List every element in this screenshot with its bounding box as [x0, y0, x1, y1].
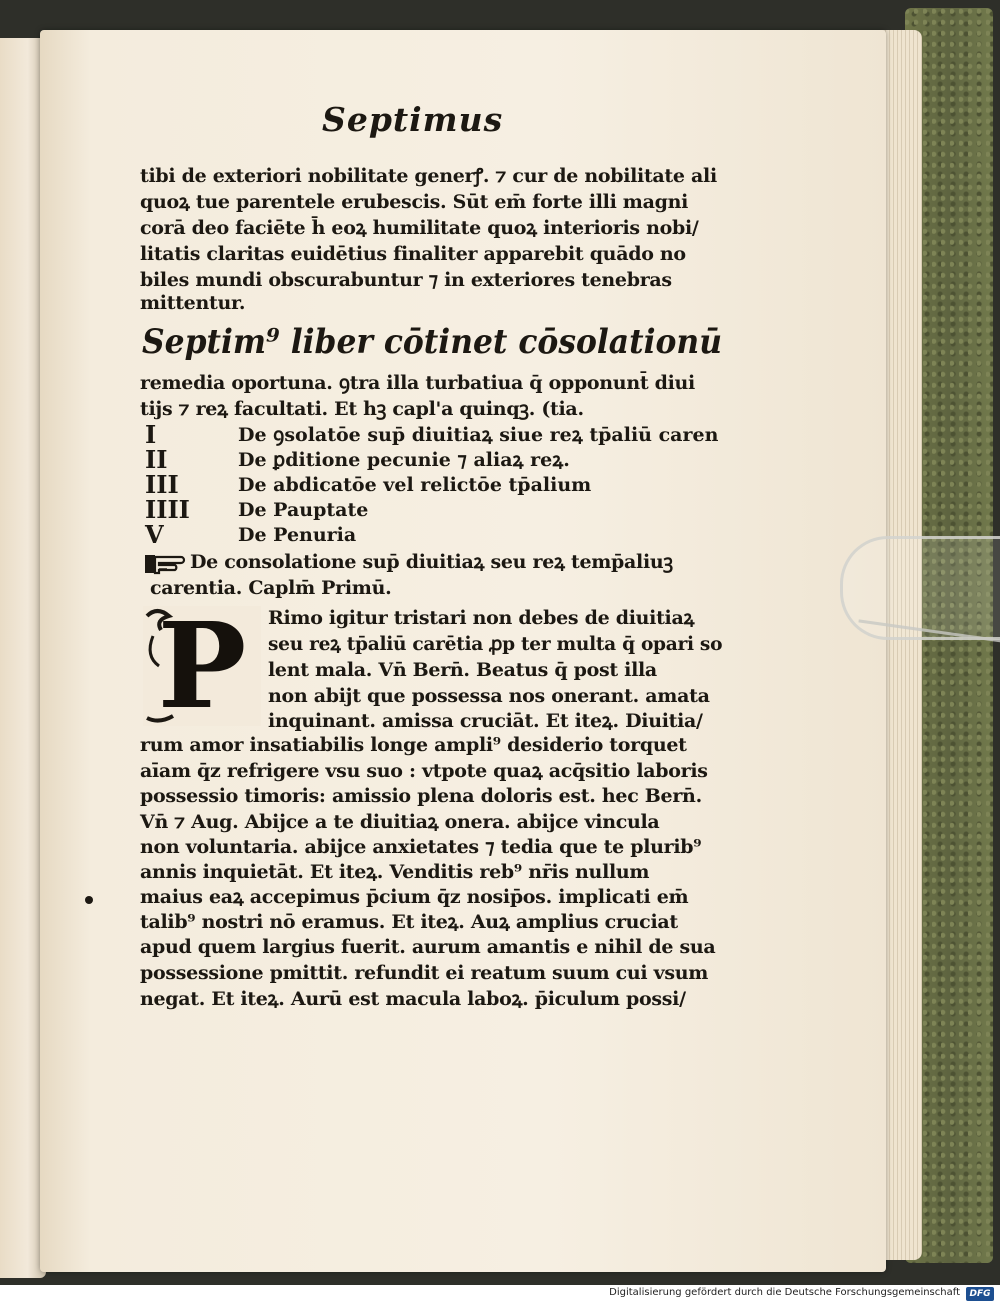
text-line: tijs ⁊ reꝝ facultati. Et hꝫ capl'a quinqꝫ. (tia. — [140, 398, 584, 420]
chapter-numeral: IIII — [145, 495, 190, 524]
text-line: biles mundi obscurabuntur ⁊ in exteriores tenebras — [140, 269, 672, 291]
text-line: non abijt que possessa nos onerant. amata — [268, 685, 710, 707]
chapter-title: De Pauptate — [238, 499, 369, 521]
text-line: seu reꝝ tp̄aliū carētia ꝓp ter multa q̄ opari so — [268, 633, 723, 655]
text-line: talib⁹ nostri nō eramus. Et iteꝝ. Auꝝ amplius cruciat — [140, 911, 678, 933]
text-line: inquinant. amissa cruciāt. Et iteꝝ. Diuitia/ — [268, 710, 703, 732]
decorated-initial — [143, 596, 261, 735]
chapter-numeral: III — [145, 470, 179, 499]
funding-notice: Digitalisierung gefördert durch die Deutsche Forschungsgemeinschaft — [609, 1287, 960, 1298]
text-line: annis inquietāt. Et iteꝝ. Venditis reb⁹ nr̄is nullum — [140, 861, 650, 883]
text-line: negat. Et iteꝝ. Aurū est macula laboꝝ. p̄iculum possi/ — [140, 988, 686, 1010]
chapter-title: De Penuria — [238, 524, 357, 546]
text-line: non voluntaria. abijce anxietates ⁊ tedia que te plurib⁹ — [140, 836, 702, 858]
text-line: tibi de exteriori nobilitate generꝭ. ⁊ cur de nobilitate ali — [140, 165, 717, 187]
chapter-title: De ꝯsolatōe sup̄ diuitiaꝝ siue reꝝ tp̄aliū caren — [238, 424, 719, 446]
text-line: Vn̄ ⁊ Aug. Abijce a te diuitiaꝝ onera. abijce vincula — [140, 811, 660, 833]
rubric-line: De consolatione sup̄ diuitiaꝝ seu reꝝ temp̄aliuꝫ — [190, 551, 673, 573]
text-line: litatis claritas euidētius finaliter apparebit quādo no — [140, 243, 686, 265]
running-head: Septimus — [322, 100, 504, 139]
text-line: possessione pmittit. refundit ei reatum suum cui vsum — [140, 962, 709, 984]
text-line: rum amor insatiabilis longe ampli⁹ desiderio torquet — [140, 734, 687, 756]
text-line: corā deo faciēte h̄ eoꝝ humilitate quoꝝ interioris nobi/ — [140, 217, 699, 239]
text-line: quoꝝ tue parentele erubescis. Sūt em̄ forte illi magni — [140, 191, 689, 213]
text-line: mittentur. — [140, 292, 246, 314]
text-line: remedia oportuna. ꝯtra illa turbatiua q̄ opponunt̄ diui — [140, 372, 695, 394]
ink-spot — [85, 896, 93, 904]
footer-bar — [0, 1285, 1000, 1304]
rubric-line: carentia. Caplm̄ Primū. — [150, 577, 392, 599]
text-line: aīam q̄z refrigere vsu suo : vtpote quaꝝ acq̄sitio laboris — [140, 760, 708, 782]
chapter-numeral: V — [145, 520, 164, 549]
chapter-title: De ꝑditione pecunie ⁊ aliaꝝ reꝝ. — [238, 449, 570, 471]
text-line: apud quem largius fuerit. aurum amantis e nihil de sua — [140, 936, 716, 958]
book-title: Septim⁹ liber cōtinet cōsolationū — [142, 322, 722, 362]
dfg-logo: DFG — [966, 1287, 994, 1301]
text-line: Rimo igitur tristari non debes de diuitiaꝝ — [268, 607, 695, 629]
pointing-hand-icon — [143, 551, 187, 577]
chapter-title: De abdicatōe vel relictōe tp̄alium — [238, 474, 592, 496]
text-line: possessio timoris: amissio plena doloris est. hec Bern̄. — [140, 785, 702, 807]
chapter-numeral: II — [145, 445, 168, 474]
text-line: lent mala. Vn̄ Bern̄. Beatus q̄ post illa — [268, 659, 657, 681]
initial-letter: P — [157, 596, 247, 735]
text-line: maius eaꝝ accepimus p̄cium q̄z nosip̄os. implicati em̄ — [140, 886, 689, 908]
chapter-numeral: I — [145, 420, 157, 449]
